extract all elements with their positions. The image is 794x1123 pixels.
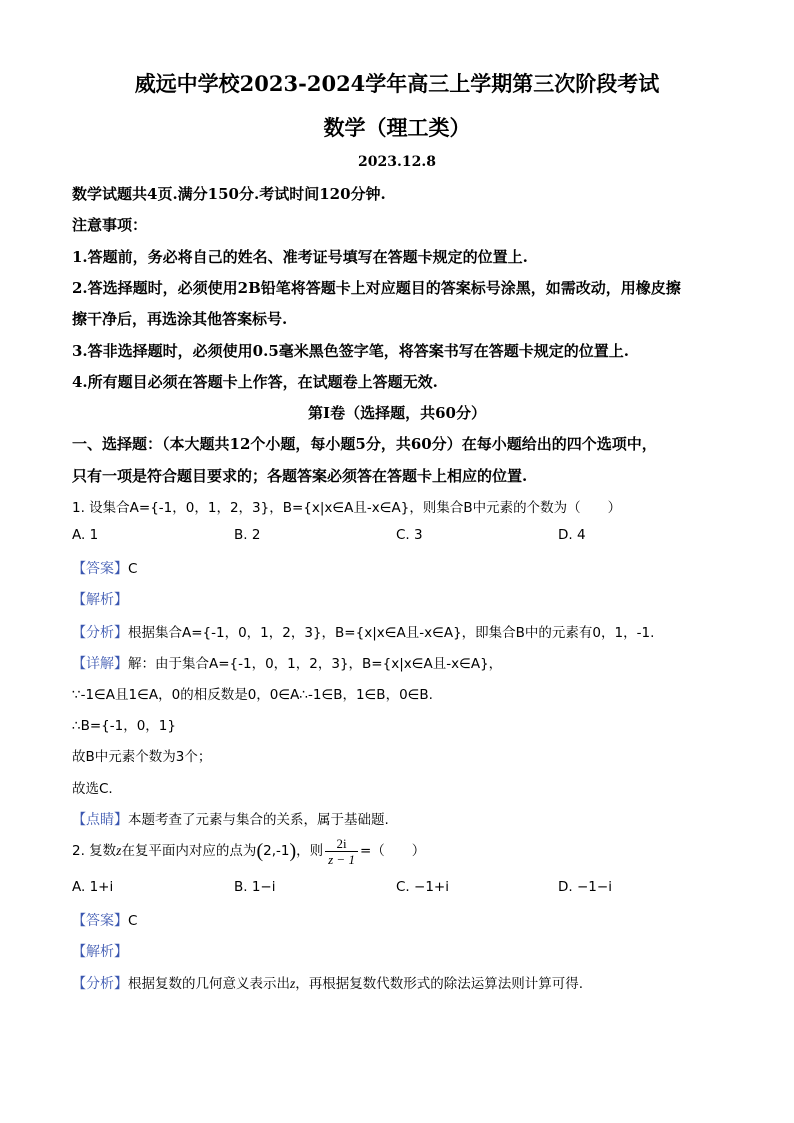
q1-dianjing-line: [72, 808, 389, 829]
q1-option-b: B. 2: [234, 527, 261, 543]
q1-step-3: 故B中元素个数为3个；: [72, 749, 212, 765]
q1-step-1: ∵-1∈A且1∈A，0的相反数是0，0∈A∴-1∈B，1∈B，0∈B.: [72, 687, 433, 703]
notice-item-3: 3.答非选择题时，必须使用0.5毫米黑色签字笔，将答案书写在答题卡规定的位置上.: [72, 342, 629, 360]
q2-stem-end: =（ ）: [359, 843, 426, 859]
q1-xiangjie-tag: 【详解】: [72, 656, 128, 672]
q1-option-c: C. 3: [396, 527, 423, 543]
q2-point-close-paren: ): [289, 840, 297, 862]
notice-item-4: 4.所有题目必须在答题卡上作答，在试题卷上答题无效.: [72, 373, 438, 391]
q2-point: 2,-1: [263, 843, 290, 859]
q1-xiangjie-line: [72, 652, 502, 673]
q2-analysis-line: [72, 941, 128, 961]
q2-stem-mid: 在复平面内对应的点为: [121, 843, 257, 859]
notice-item-2-cont: 擦干净后，再选涂其他答案标号.: [72, 310, 288, 328]
exam-date: 2023.12.8: [358, 154, 436, 170]
q1-option-a: A. 1: [72, 527, 99, 543]
q1-fenxi-text: 根据集合A={-1，0，1，2，3}，B={x|x∈A且-x∈A}，即集合B中的元素有0，1，-1.: [128, 625, 655, 641]
q2-answer-line: [72, 910, 137, 930]
q1-fenxi-line: [72, 621, 654, 642]
q2-fenxi-line: [72, 972, 583, 993]
q2-answer-value: C: [128, 913, 138, 929]
exam-info: 数学试题共4页.满分150分.考试时间120分钟.: [72, 185, 386, 203]
q1-answer-tag: 【答案】: [72, 561, 128, 577]
q2-analysis-tag: 【解析】: [72, 944, 128, 960]
q1-fenxi-tag: 【分析】: [72, 625, 128, 641]
q1-dianjing-text: 本题考查了元素与集合的关系，属于基础题.: [128, 812, 389, 828]
q2-option-a: A. 1+i: [72, 879, 114, 895]
q2-fenxi-suffix: ，再根据复数代数形式的除法运算法则计算可得.: [295, 976, 584, 992]
q2-option-d: D. −1−i: [558, 879, 612, 895]
q2-stem: [72, 835, 425, 867]
q2-fenxi-prefix: 根据复数的几何意义表示出: [128, 976, 290, 992]
notice-title: 注意事项：: [72, 216, 148, 234]
q1-dianjing-tag: 【点睛】: [72, 812, 128, 828]
q1-answer-line: [72, 558, 137, 578]
q2-fraction: [325, 836, 358, 867]
q2-var-z: z: [116, 843, 122, 858]
section-title: 第I卷（选择题，共60分）: [308, 404, 486, 422]
q2-option-b: B. 1−i: [234, 879, 276, 895]
q1-analysis-line: [72, 589, 128, 609]
exam-title: 威远中学校2023-2024学年高三上学期第三次阶段考试: [134, 71, 660, 96]
q2-stem-prefix: 2. 复数: [72, 843, 117, 859]
q1-analysis-tag: 【解析】: [72, 592, 128, 608]
q1-xiangjie-text: 解：由于集合A={-1，0，1，2，3}，B={x|x∈A且-x∈A}，: [128, 656, 503, 672]
q2-stem-then: ，则: [296, 843, 324, 859]
notice-item-1: 1.答题前，务必将自己的姓名、准考证号填写在答题卡规定的位置上.: [72, 248, 528, 266]
q2-fraction-numerator: 2i: [325, 836, 358, 852]
q2-fraction-denominator: z − 1: [328, 851, 355, 867]
q1-answer-value: C: [128, 561, 138, 577]
q1-stem: 1. 设集合A={-1，0，1，2，3}，B={x|x∈A且-x∈A}，则集合B中元素的个数为（ ）: [72, 500, 622, 516]
q2-point-open-paren: (: [256, 840, 264, 862]
q2-option-c: C. −1+i: [396, 879, 449, 895]
q1-option-d: D. 4: [558, 527, 586, 543]
notice-item-2: 2.答选择题时，必须使用2B铅笔将答题卡上对应题目的答案标号涂黑，如需改动，用橡皮擦: [72, 279, 681, 297]
q2-fenxi-tag: 【分析】: [72, 976, 128, 992]
q1-step-2: ∴B={-1，0，1}: [72, 718, 176, 734]
exam-subtitle: 数学（理工类）: [323, 115, 471, 140]
q2-fenxi-var-z: z: [290, 976, 296, 991]
q2-answer-tag: 【答案】: [72, 913, 128, 929]
section-desc-1: 一、选择题：（本大题共12个小题，每小题5分，共60分）在每小题给出的四个选项中，: [72, 435, 657, 453]
q1-step-4: 故选C.: [72, 781, 113, 797]
section-desc-2: 只有一项是符合题目要求的；各题答案必须答在答题卡上相应的位置.: [72, 467, 528, 485]
